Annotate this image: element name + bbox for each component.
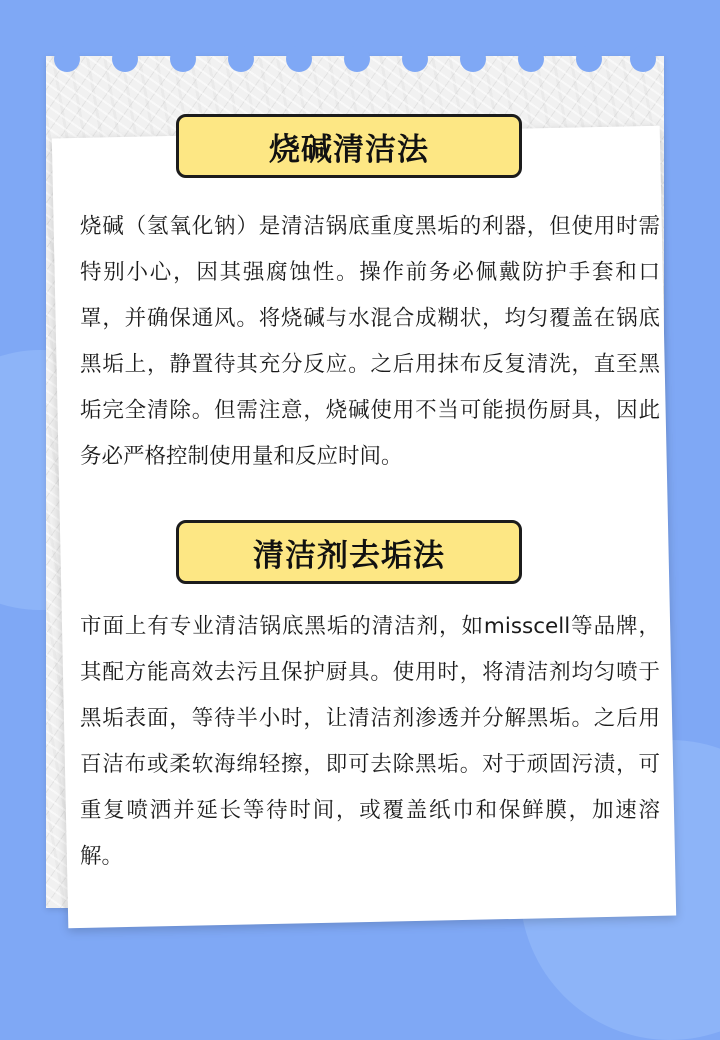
section-body-text: 市面上有专业清洁锅底黑垢的清洁剂，如misscell等品牌，其配方能高效去污且保护厨具。使用时，将清洁剂均匀喷于黑垢表面，等待半小时，让清洁剂渗透并分解黑垢。之后用百洁布或柔软海绵轻擦，即可去除黑垢。对于顽固污渍，可重复喷洒并延长等待时间，或覆盖纸巾和保鲜膜，加速溶解。	[80, 614, 660, 869]
punch-hole	[170, 46, 196, 72]
punch-hole	[460, 46, 486, 72]
punch-hole	[286, 46, 312, 72]
punch-hole	[112, 46, 138, 72]
section-title: 清洁剂去垢法	[253, 537, 445, 574]
punch-holes	[46, 56, 664, 76]
punch-hole	[344, 46, 370, 72]
punch-hole	[630, 46, 656, 72]
section-title: 烧碱清洁法	[269, 131, 429, 168]
punch-hole	[402, 46, 428, 72]
punch-hole	[518, 46, 544, 72]
section-title-badge	[176, 520, 522, 584]
punch-hole	[54, 46, 80, 72]
section-body-text: 烧碱（氢氧化钠）是清洁锅底重度黑垢的利器，但使用时需特别小心，因其强腐蚀性。操作前务必佩戴防护手套和口罩，并确保通风。将烧碱与水混合成糊状，均匀覆盖在锅底黑垢上，静置待其充分反应。之后用抹布反复清洗，直至黑垢完全清除。但需注意，烧碱使用不当可能损伤厨具，因此务必严格控制使用量和反应时间。	[80, 214, 660, 469]
punch-hole	[228, 46, 254, 72]
section-title-badge	[176, 114, 522, 178]
punch-hole	[576, 46, 602, 72]
